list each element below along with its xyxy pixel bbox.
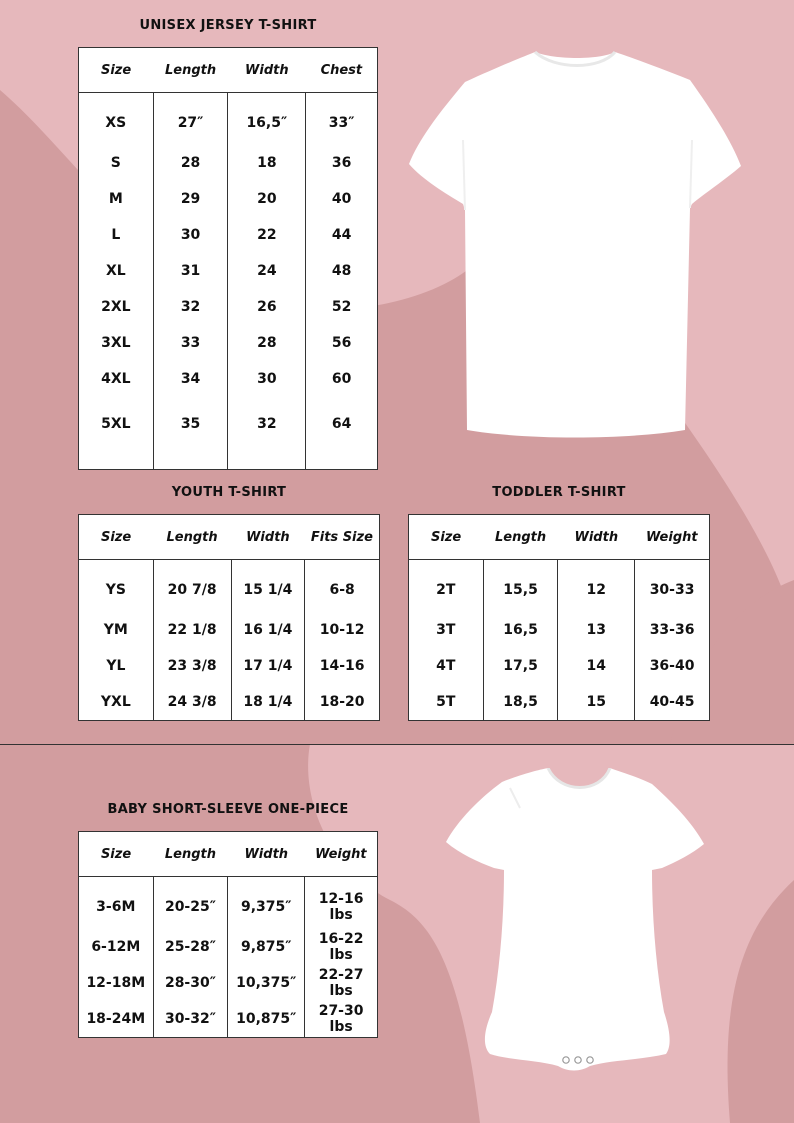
table-cell: 14-16 bbox=[305, 648, 380, 684]
table-cell: 60 bbox=[306, 361, 378, 397]
youth-title: YOUTH T-SHIRT bbox=[171, 485, 287, 500]
table-cell: 40-45 bbox=[635, 684, 710, 721]
table-row bbox=[79, 325, 378, 361]
column-header: Length bbox=[153, 832, 228, 877]
table-cell: 34 bbox=[153, 361, 228, 397]
baby-title: BABY SHORT-SLEEVE ONE-PIECE bbox=[107, 802, 349, 817]
table-cell: XL bbox=[105, 263, 126, 279]
table-cell: 12-16 lbs bbox=[305, 877, 378, 930]
column-header: Width bbox=[228, 48, 306, 93]
table-cell: 26 bbox=[228, 289, 306, 325]
table-cell: 27″ bbox=[153, 93, 228, 146]
column-header: Size bbox=[79, 48, 154, 93]
table-row bbox=[79, 397, 378, 470]
column-header: Size bbox=[409, 515, 484, 560]
table-body bbox=[79, 93, 378, 470]
table-row bbox=[409, 648, 710, 684]
table-cell: 5T bbox=[436, 694, 456, 710]
table-body bbox=[409, 560, 710, 721]
table-cell: 24 3/8 bbox=[153, 684, 231, 721]
table-cell: 4T bbox=[436, 658, 456, 674]
table-row bbox=[409, 560, 710, 613]
table-cell: 12 bbox=[558, 560, 635, 613]
table-cell: 56 bbox=[306, 325, 378, 361]
column-header: Length bbox=[153, 48, 228, 93]
table-cell: 18 bbox=[228, 145, 306, 181]
table-row bbox=[79, 612, 380, 648]
table-cell: 3-6M bbox=[96, 899, 136, 915]
table-cell: 52 bbox=[306, 289, 378, 325]
toddler-title: TODDLER T-SHIRT bbox=[492, 485, 626, 500]
table-body bbox=[79, 877, 378, 1038]
table-cell: 16 1/4 bbox=[231, 612, 305, 648]
table-cell: 22 1/8 bbox=[153, 612, 231, 648]
column-header: Width bbox=[231, 515, 305, 560]
table-cell: 3XL bbox=[101, 335, 131, 351]
table-cell: S bbox=[110, 155, 121, 171]
table-row bbox=[79, 560, 380, 613]
table-cell: 20-25″ bbox=[153, 877, 228, 930]
table-cell: 12-18M bbox=[86, 975, 146, 991]
table-row bbox=[79, 145, 378, 181]
column-header: Fits Size bbox=[305, 515, 380, 560]
tshirt-image bbox=[405, 48, 745, 440]
table-cell: 36-40 bbox=[635, 648, 710, 684]
table-cell: 29 bbox=[153, 181, 228, 217]
table-cell: 40 bbox=[306, 181, 378, 217]
table-body bbox=[79, 560, 380, 721]
column-header: Chest bbox=[306, 48, 378, 93]
table-cell: 30 bbox=[228, 361, 306, 397]
youth-size-table bbox=[78, 514, 380, 721]
table-cell: 10,375″ bbox=[228, 965, 305, 1001]
table-cell: 16,5″ bbox=[228, 93, 306, 146]
table-row bbox=[79, 877, 378, 930]
table-row bbox=[79, 684, 380, 721]
table-cell: 6-8 bbox=[305, 560, 380, 613]
table-cell: 22 bbox=[228, 217, 306, 253]
baby-size-table bbox=[78, 831, 378, 1038]
table-cell: 15 1/4 bbox=[231, 560, 305, 613]
table-cell: 31 bbox=[153, 253, 228, 289]
table-cell: 14 bbox=[558, 648, 635, 684]
table-row bbox=[79, 93, 378, 146]
table-cell: 2XL bbox=[101, 299, 131, 315]
table-cell: 13 bbox=[558, 612, 635, 648]
table-cell: YS bbox=[105, 582, 126, 598]
table-cell: 33 bbox=[153, 325, 228, 361]
table-cell: 22-27 lbs bbox=[305, 965, 378, 1001]
table-row bbox=[79, 1001, 378, 1038]
table-cell: 16,5 bbox=[483, 612, 558, 648]
table-cell: 18-24M bbox=[86, 1011, 146, 1027]
table-cell: 3T bbox=[436, 622, 456, 638]
table-cell: YM bbox=[103, 622, 128, 638]
section-divider bbox=[0, 744, 794, 745]
column-header: Width bbox=[228, 832, 305, 877]
table-row bbox=[79, 289, 378, 325]
table-cell: 18 1/4 bbox=[231, 684, 305, 721]
table-cell: 15 bbox=[558, 684, 635, 721]
table-cell: 28-30″ bbox=[153, 965, 228, 1001]
table-cell: 9,375″ bbox=[228, 877, 305, 930]
column-header: Size bbox=[79, 515, 154, 560]
background-blob-bottom-right bbox=[728, 880, 794, 1123]
unisex-size-table bbox=[78, 47, 378, 470]
column-header: Width bbox=[558, 515, 635, 560]
table-cell: M bbox=[108, 191, 123, 207]
table-cell: 32 bbox=[228, 397, 306, 470]
onesie-image bbox=[440, 768, 708, 1088]
table-cell: XS bbox=[105, 115, 127, 131]
table-cell: 2T bbox=[436, 582, 456, 598]
table-cell: 18,5 bbox=[483, 684, 558, 721]
unisex-title: UNISEX JERSEY T-SHIRT bbox=[139, 18, 317, 33]
column-header: Length bbox=[483, 515, 558, 560]
column-header: Weight bbox=[305, 832, 378, 877]
table-row bbox=[79, 361, 378, 397]
table-cell: 28 bbox=[153, 145, 228, 181]
table-cell: L bbox=[111, 227, 121, 243]
table-cell: 30 bbox=[153, 217, 228, 253]
table-cell: 10,875″ bbox=[228, 1001, 305, 1038]
table-cell: 32 bbox=[153, 289, 228, 325]
table-cell: 33″ bbox=[306, 93, 378, 146]
table-row bbox=[79, 181, 378, 217]
table-row bbox=[79, 965, 378, 1001]
table-cell: 9,875″ bbox=[228, 929, 305, 965]
column-header: Size bbox=[79, 832, 154, 877]
table-cell: 20 7/8 bbox=[153, 560, 231, 613]
table-cell: 23 3/8 bbox=[153, 648, 231, 684]
table-row bbox=[79, 929, 378, 965]
table-cell: 35 bbox=[153, 397, 228, 470]
table-cell: 48 bbox=[306, 253, 378, 289]
table-cell: 27-30 lbs bbox=[305, 1001, 378, 1038]
table-cell: 4XL bbox=[101, 371, 131, 387]
table-cell: 24 bbox=[228, 253, 306, 289]
table-cell: 33-36 bbox=[635, 612, 710, 648]
table-cell: 10-12 bbox=[305, 612, 380, 648]
table-cell: 5XL bbox=[101, 416, 131, 432]
table-cell: 17,5 bbox=[483, 648, 558, 684]
table-row bbox=[79, 648, 380, 684]
table-row bbox=[79, 253, 378, 289]
table-cell: 25-28″ bbox=[153, 929, 228, 965]
table-row bbox=[409, 684, 710, 721]
column-header: Length bbox=[153, 515, 231, 560]
table-cell: 16-22 lbs bbox=[305, 929, 378, 965]
table-cell: YXL bbox=[100, 694, 131, 710]
table-cell: 28 bbox=[228, 325, 306, 361]
table-row bbox=[79, 217, 378, 253]
column-header: Weight bbox=[635, 515, 710, 560]
table-cell: 36 bbox=[306, 145, 378, 181]
table-cell: 15,5 bbox=[483, 560, 558, 613]
table-cell: 6-12M bbox=[91, 939, 141, 955]
table-cell: YL bbox=[106, 658, 126, 674]
table-cell: 17 1/4 bbox=[231, 648, 305, 684]
toddler-size-table bbox=[408, 514, 710, 721]
table-cell: 30-32″ bbox=[153, 1001, 228, 1038]
table-cell: 44 bbox=[306, 217, 378, 253]
table-cell: 30-33 bbox=[635, 560, 710, 613]
table-row bbox=[409, 612, 710, 648]
table-cell: 64 bbox=[306, 397, 378, 470]
table-cell: 20 bbox=[228, 181, 306, 217]
table-cell: 18-20 bbox=[305, 684, 380, 721]
